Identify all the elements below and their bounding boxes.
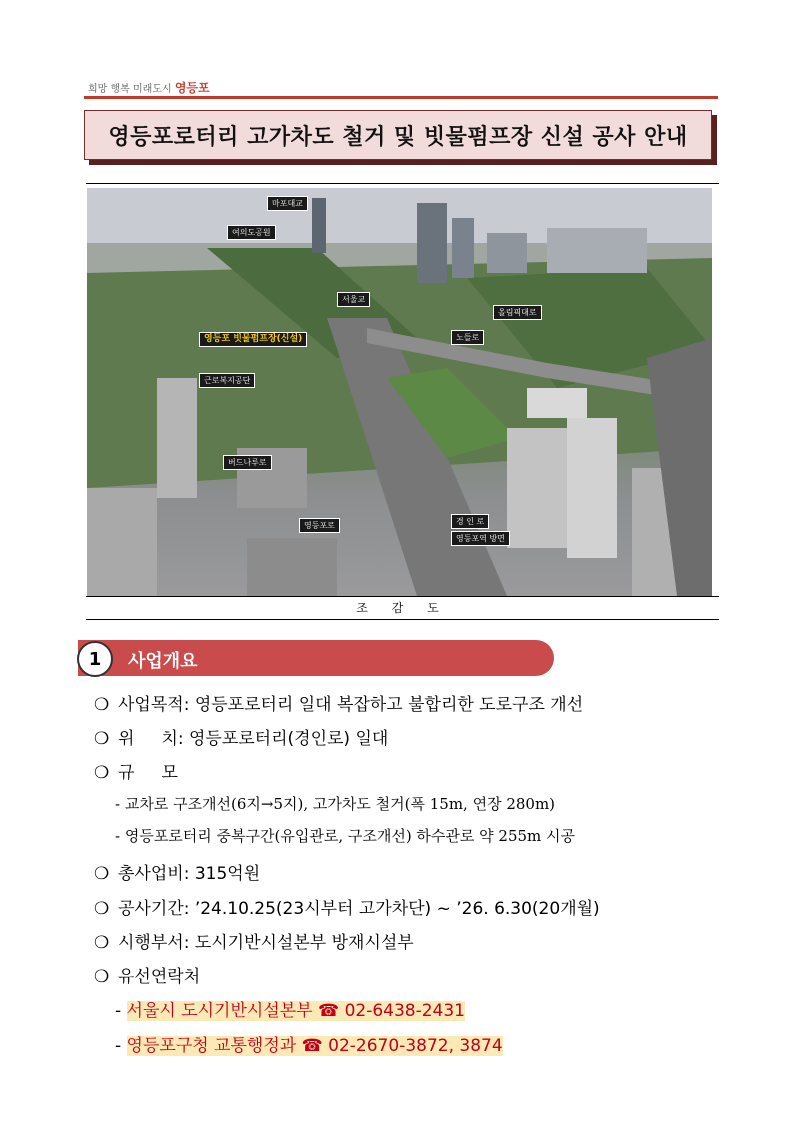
scale-detail-2: - 영등포로터리 중복구간(유입관로, 구조개선) 하수관로 약 255m 시공 <box>115 827 576 845</box>
figure-top-rule <box>86 183 719 184</box>
bullet-icon: ❍ <box>94 967 110 987</box>
bullet-icon: ❍ <box>94 763 110 783</box>
contact-line-1 <box>115 996 465 1021</box>
item-period-text: 공사기간: ’24.10.25(23시부터 고가차단) ~ ’26. 6.30(20개월) <box>118 899 600 919</box>
contact-seoul: 서울시 도시기반시설본부 ☎ 02-6438-2431 <box>126 1001 466 1021</box>
aerial-figure <box>86 183 719 620</box>
section-header <box>78 640 554 676</box>
label-welfare-park: 근로복지공단 <box>199 373 255 388</box>
item-department <box>94 928 414 953</box>
item-scale <box>94 758 178 783</box>
item-purpose-text: 사업목적: 영등포로터리 일대 복잡하고 불합리한 도로구조 개선 <box>118 695 584 715</box>
bullet-icon: ❍ <box>94 729 110 749</box>
label-olympic-road: 올림픽대로 <box>493 305 542 320</box>
bullet-icon: ❍ <box>94 695 110 715</box>
label-yeongdeungpo-road: 영등포로 <box>299 518 340 533</box>
label-yeouido-park: 여의도공원 <box>227 225 276 240</box>
scale-detail-1: - 교차로 구조개선(6지→5지), 고가차도 철거(폭 15m, 연장 280m) <box>115 795 556 813</box>
item-contact <box>94 962 200 987</box>
label-mapo-bridge: 마포대교 <box>267 196 308 211</box>
title-box <box>84 110 712 160</box>
bullet-icon: ❍ <box>94 864 110 884</box>
label-nodeul-road: 노들로 <box>451 330 484 345</box>
item-location-text: 위 치: 영등포로터리(경인로) 일대 <box>118 729 389 749</box>
item-scale-text: 규 모 <box>118 763 178 783</box>
item-contact-text: 유선연락처 <box>118 967 201 987</box>
item-department-text: 시행부서: 도시기반시설본부 방재시설부 <box>118 933 414 953</box>
top-rule <box>84 96 718 99</box>
label-gyeongin-road: 경 인 로 <box>451 514 489 529</box>
contact-yeongdeungpo: 영등포구청 교통행정과 ☎ 02-2670-3872, 3874 <box>126 1036 503 1056</box>
aerial-photo <box>87 188 712 596</box>
item-location <box>94 724 388 749</box>
label-pump-station: 영등포 빗물펌프장(신설) <box>199 332 307 347</box>
item-cost-text: 총사업비: 315억원 <box>118 864 261 884</box>
brand-slogan <box>88 79 210 96</box>
section-title: 사업개요 <box>128 651 198 672</box>
item-cost <box>94 859 260 884</box>
brand-name: 영등포 <box>174 81 210 95</box>
dash: - <box>115 1001 122 1021</box>
contact-line-2 <box>115 1031 503 1056</box>
item-purpose <box>94 690 583 715</box>
label-seoul-bridge: 서울교 <box>337 292 370 307</box>
dash: - <box>115 1036 122 1056</box>
bullet-icon: ❍ <box>94 899 110 919</box>
figure-caption: 조 감 도 <box>356 601 449 615</box>
label-beodnaru-road: 버드나루로 <box>223 455 272 470</box>
page-title: 영등포로터리 고가차도 철거 및 빗물펌프장 신설 공사 안내 <box>108 124 688 150</box>
item-period <box>94 894 600 919</box>
aerial-illustration <box>87 188 712 596</box>
figure-bottom-rule <box>86 619 719 620</box>
bullet-icon: ❍ <box>94 933 110 953</box>
brand-prefix: 희망 행복 미래도시 <box>88 84 172 95</box>
section-number: 1 <box>77 641 113 677</box>
label-station-direction: 영등포역 방면 <box>451 531 510 546</box>
